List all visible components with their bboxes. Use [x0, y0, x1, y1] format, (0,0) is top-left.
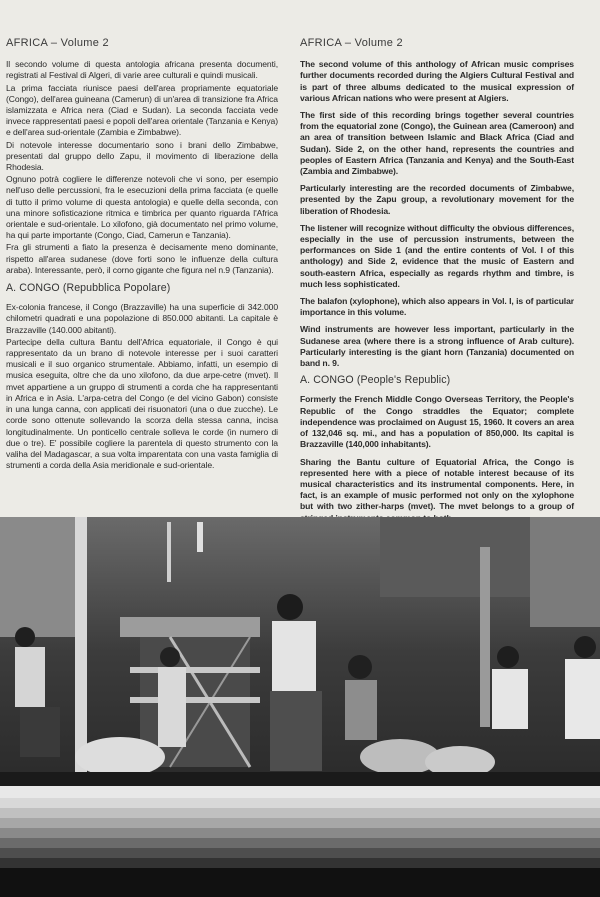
english-title: AFRICA – Volume 2: [300, 37, 403, 49]
italian-paragraph: Fra gli strumenti a fiato la presenza è decisamente meno dominante, rispetto all'area sudanese (dove forti sono le influenze della cultura araba). Interessante, però, il corno gigante che figura nel n.9 (Tanzania).: [6, 242, 278, 275]
english-section-title: A. CONGO (People's Republic): [300, 374, 451, 387]
italian-section-paragraph: Partecipe della cultura Bantu dell'Africa equatoriale, il Congo è qui rappresentato da un brano di notevole interesse per i suoi caratteri musicali e il suo organico strumentale. Abbiamo, infatti, un esempio di musica eseguita, oltre che da uno xilofono, da due arpe-cetre (mvet). Il mvet appartiene a un gruppo di strumenti a corda che ha rappresentanti in Africa e in Asia. L'arpa-cetra del Congo (e del vicino Gabon) consiste in una lunga canna, con applicati dei risuonatori (una o due zucche). Le corde sono ottenute sollevando la scorza della stessa canna, incisa longitudinalmente. Un ponticello centrale solleva le corde (in numero di due o tre). E' possibile cogliere la parentela di questo strumento con la valiha del Madagascar, a sua volta imparentata con una vasta famiglia di strumenti a corda della Asia meridionale e sud-orientale.: [6, 336, 278, 471]
english-paragraph: Particularly interesting are the recorded documents of Zimbabwe, presented by the Zapu group, a revolutionary movement for the liberation of Rhodesia.: [300, 183, 574, 216]
english-paragraph: The balafon (xylophone), which also appears in Vol. I, is of particular importance in this volume.: [300, 296, 574, 318]
gray-scale-strip: [0, 786, 600, 897]
english-column: [300, 38, 574, 524]
italian-paragraph: Il secondo volume di questa antologia africana presenta documenti, registrati al Festival di Algeri, di varie aree culturali e quindi musicali.: [6, 59, 278, 81]
photo-of-musicians-performing-icon: [0, 517, 600, 786]
english-section-paragraph: Sharing the Bantu culture of Equatorial Africa, the Congo is represented here with a piece of notable interest because of its musical characteristics and its instrumental components. Here, in fact, is an example of music performed not only on the xylophone but with two zither-harps (mvet). The mvet belongs to a group of: [300, 456, 574, 512]
english-section-paragraph: Formerly the French Middle Congo Overseas Territory, the People's Republic of the Congo straddles the Equator; complete independence was proclaimed on August 15, 1960. It covers an area of 132,046 sq. mi., and has a population of 850,000. Its capital is Brazzaville (140,000 inhabitants).: [300, 394, 574, 450]
italian-paragraph: La prima facciata riunisce paesi dell'area propriamente equatoriale (Congo), dell'area guineana (Camerun) di un'area di transizione fra Africa islamizzata e Africa nera (Ciad e Sudan). La seconda facciata vede invece rappresentati paesi e popoli dell'area orientale (Tanzania e Kenya) e dell'area sud-orientale (Zambia e Zimbabwe).: [6, 82, 278, 138]
italian-column: [6, 38, 278, 471]
english-paragraph: The first side of this recording brings together several countries from the equatorial zone (Congo), the Guinean area (Cameroon) and an area of transition between Islamic and Black Africa (Ciad and Sudan). Side 2, on the other hand, represents the countries and peoples of Eastern Africa (Tanzania and Kenya) and the South-East (Zambia and Zimbabwe).: [300, 110, 574, 177]
italian-section-paragraph: Ex-colonia francese, il Congo (Brazzaville) ha una superficie di 342.000 chilometri quadrati e una popolazione di 850.000 abitanti. La capitale è Brazzaville (140.000 abitanti).: [6, 302, 278, 335]
english-paragraph: The second volume of this anthology of African music comprises further documents recorded during the Algiers Cultural Festival and is part of three albums dedicated to the musical expression of various African nations who were present at Algiers.: [300, 59, 574, 103]
italian-paragraph: Di notevole interesse documentario sono i brani dello Zimbabwe, presentati dal gruppo dello Zapu, il movimento di liberazione della Rhodesia.: [6, 139, 278, 173]
italian-paragraph: Ognuno potrà cogliere le differenze notevoli che vi sono, per esempio nell'uso delle percussioni, fra le esecuzioni della prima facciata (e quelle di tutto il primo volume di questa antologia) e quelle della seconda, con una minore sofisticazione ritmica e timbrica per quanto riguarda l'Africa orientale e sud-orientale. Lo xilofono, già documentato nel primo volume, ha qui parte importante (Congo, Ciad, Camerun e Tanzania).: [6, 174, 278, 241]
english-paragraph: Wind instruments are however less important, particularly in the Sudanese area (where there is a strong influence of Arab culture). Particularly interesting is the giant horn (Tanzania) documented on band n. 9.: [300, 324, 574, 369]
italian-section-title: A. CONGO (Repubblica Popolare): [6, 282, 171, 295]
english-paragraph: The listener will recognize without difficulty the obvious differences, especially in the use of percussion instruments, between the performances on Side 1 (and the entire contents of Vol. I of this anthology) and Side 2, evidence that the music of Eastern and south-eastern Africa, especially as regards rhythm and timbre, is much less sophisticated.: [300, 222, 574, 289]
musicians-photo: [0, 517, 600, 786]
italian-title: AFRICA – Volume 2: [6, 37, 109, 49]
